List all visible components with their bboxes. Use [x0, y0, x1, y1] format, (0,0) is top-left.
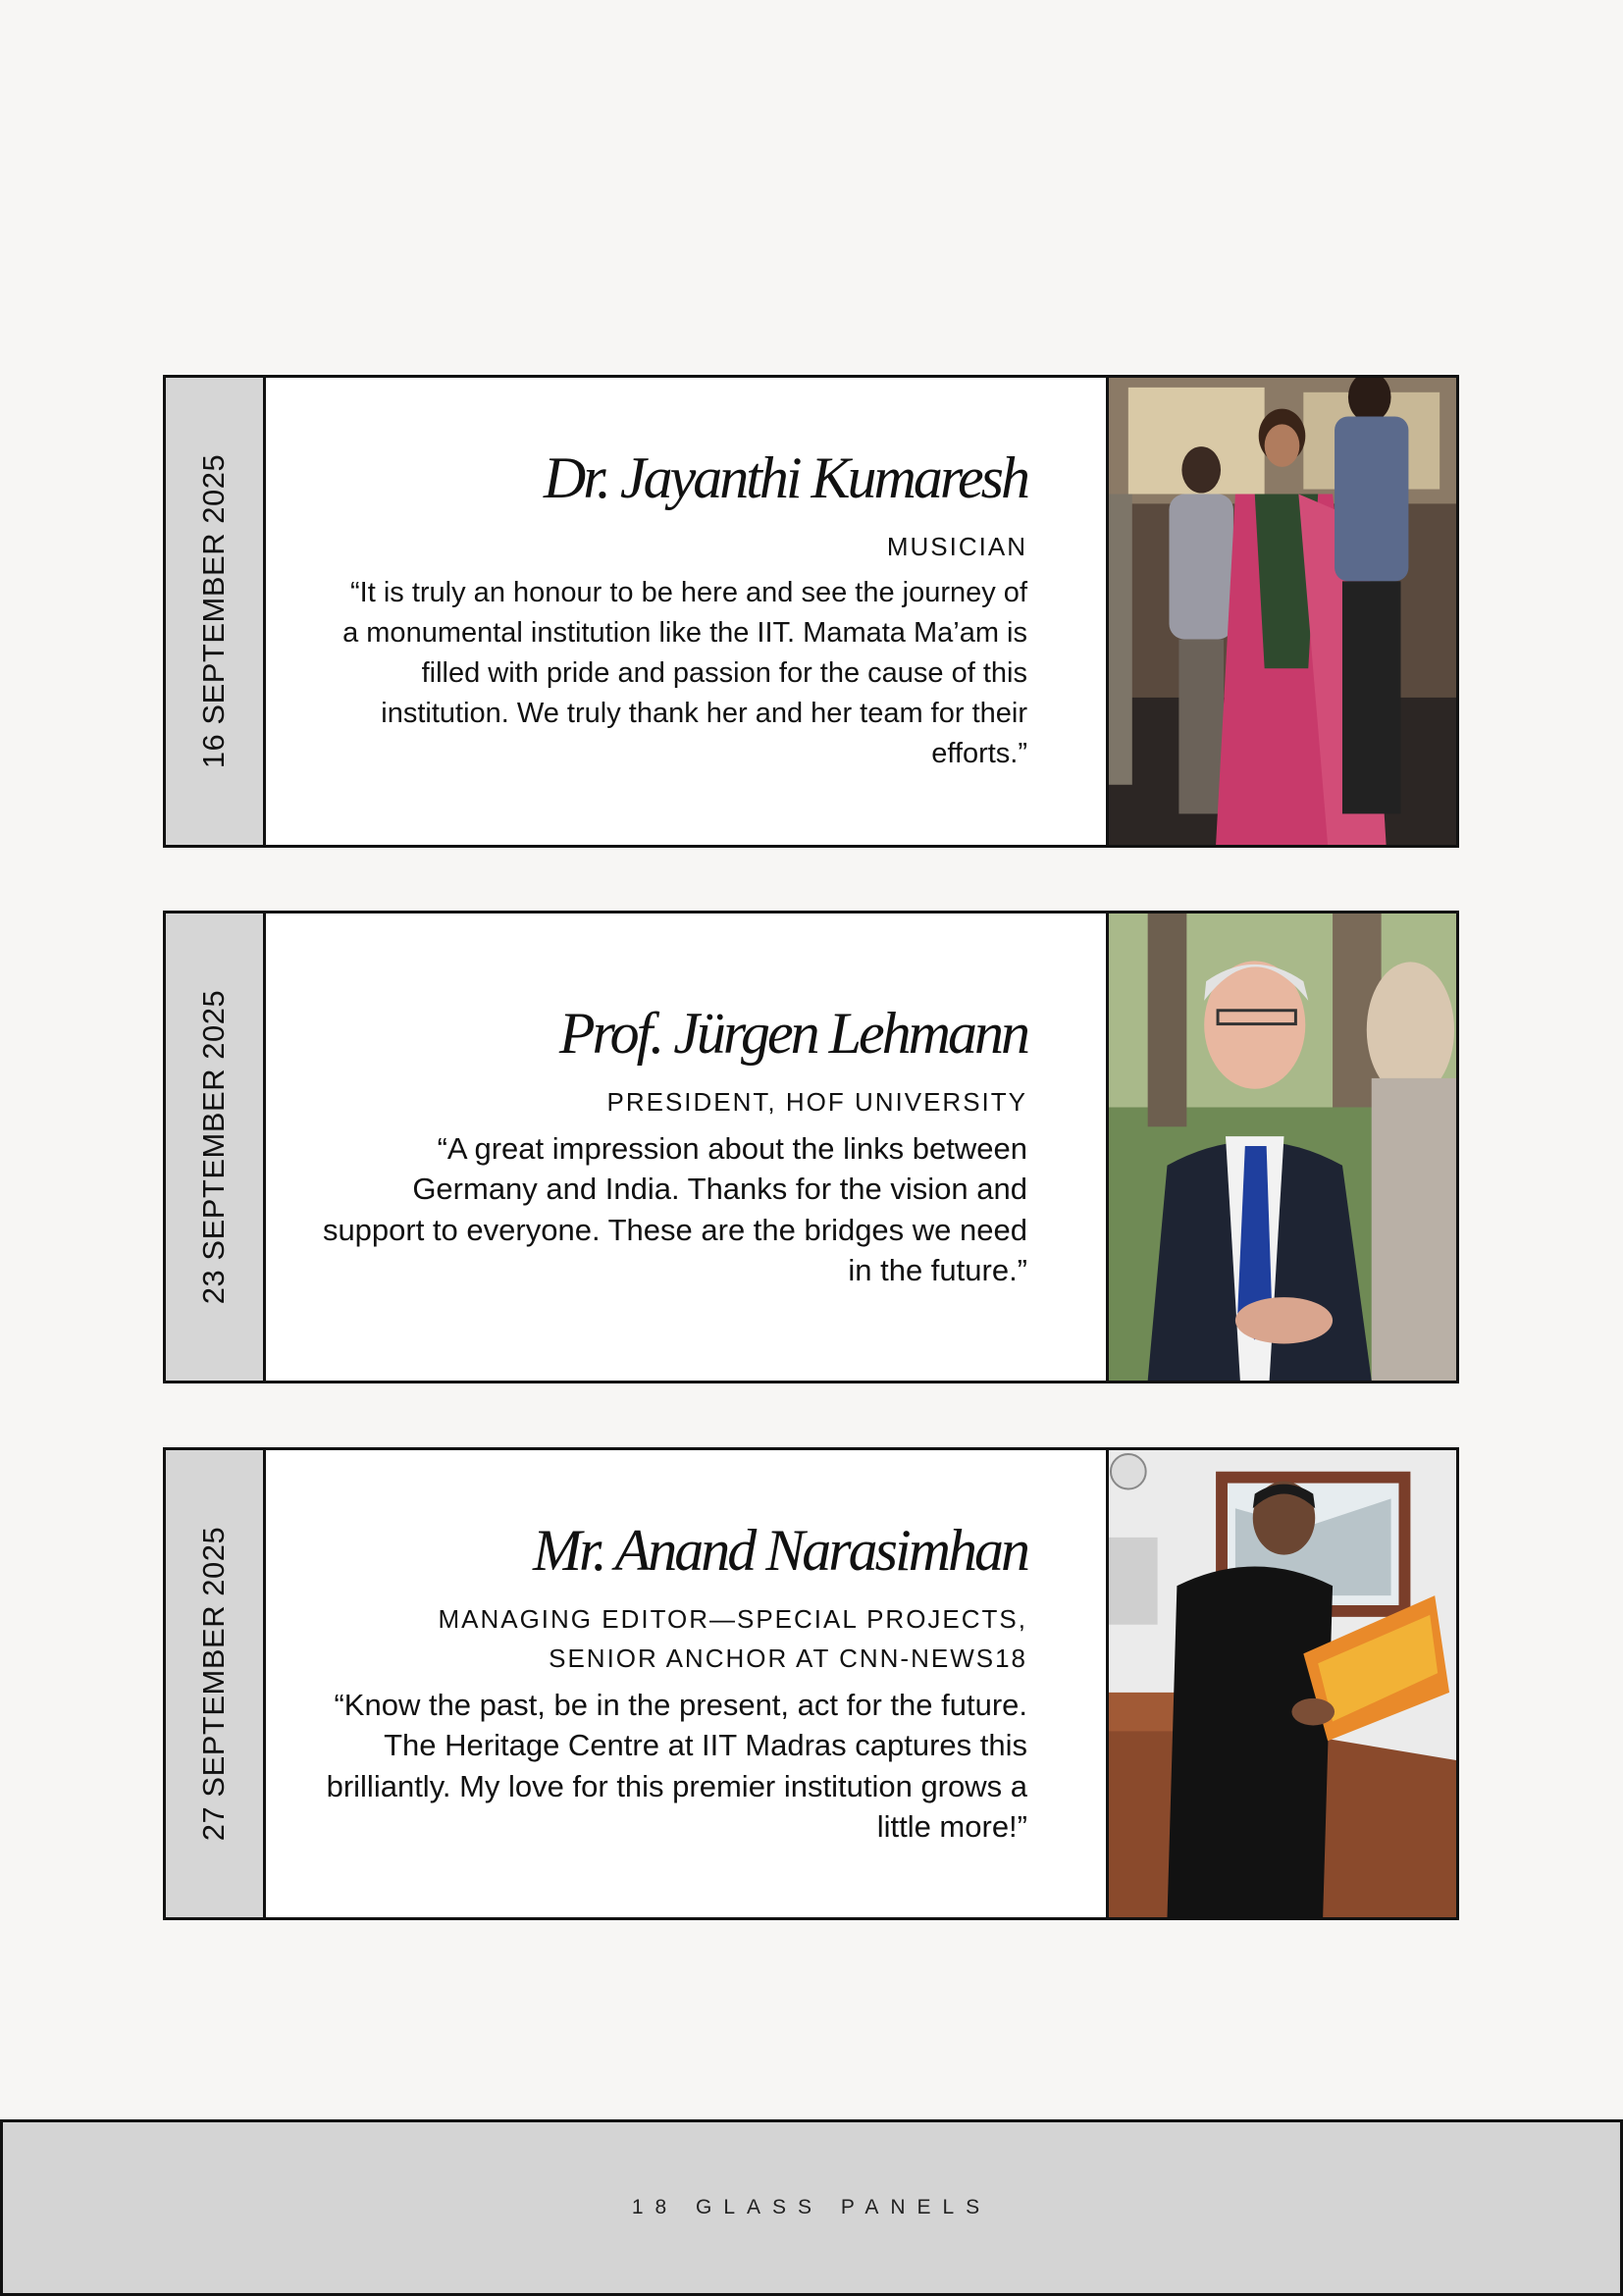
testimonial-text [266, 1450, 1109, 1917]
visit-date: 27 SEPTEMBER 2025 [196, 1526, 232, 1842]
testimonial-card [163, 911, 1459, 1383]
visitor-quote: “A great impression about the links between Germany and India. Thanks for the vision and support to everyone. These are the bridges we need in the future.” [322, 1130, 1027, 1288]
visitor-photo [1106, 378, 1456, 845]
date-strip [166, 913, 266, 1381]
visit-date: 16 SEPTEMBER 2025 [196, 453, 232, 769]
footer-caption: 18 GLASS PANELS [631, 2196, 992, 2218]
visitor-photo [1106, 913, 1456, 1381]
visitor-photo [1106, 1450, 1456, 1917]
date-strip [166, 1450, 266, 1917]
visitor-quote: “Know the past, be in the present, act for the future. The Heritage Centre at IIT Madras captures this brilliantly. My love for this premier institution grows a little more!” [326, 1687, 1027, 1845]
testimonial-text [266, 378, 1109, 845]
visit-date: 23 SEPTEMBER 2025 [196, 989, 232, 1305]
visitor-name: Dr. Jayanthi Kumaresh [543, 445, 1027, 511]
date-strip [166, 378, 266, 845]
visitor-role: PRESIDENT, HOF UNIVERSITY [606, 1087, 1027, 1118]
testimonial-card [163, 1447, 1459, 1920]
footer-band [0, 2119, 1623, 2296]
visitor-role: MANAGING EDITOR—SPECIAL PROJECTS, SENIOR ANCHOR AT CNN-NEWS18 [438, 1604, 1027, 1674]
visitor-quote: “It is truly an honour to be here and see the journey of a monumental institution like the IIT. Mamata Ma’am is filled with pride and passion for the cause of this institution. We truly thank her and her team for their efforts.” [342, 576, 1027, 770]
visitor-name: Prof. Jürgen Lehmann [558, 1001, 1027, 1067]
testimonial-card [163, 375, 1459, 848]
visitor-role: MUSICIAN [886, 532, 1027, 562]
testimonial-text [266, 913, 1109, 1381]
visitor-name: Mr. Anand Narasimhan [533, 1518, 1027, 1584]
